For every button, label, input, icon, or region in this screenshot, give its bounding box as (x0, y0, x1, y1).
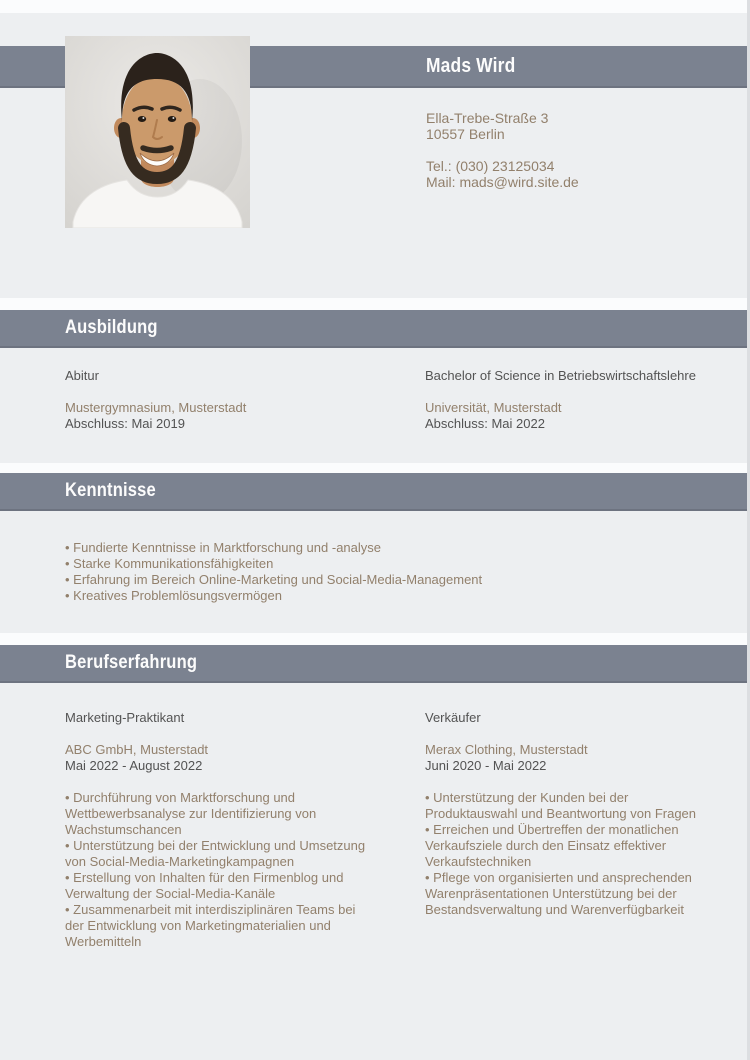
graduation-date: Abschluss: Mai 2022 (425, 416, 545, 431)
duty-item: • Unterstützung der Kunden bei der Produktauswahl und Beantwortung von Fragen (425, 790, 697, 821)
skill-item: • Erfahrung im Bereich Online-Marketing und Social-Media-Management (65, 572, 483, 587)
skills-band (0, 473, 750, 511)
job-title: Marketing-Praktikant (65, 710, 185, 725)
address-line-1: Ella-Trebe-Straße 3 (426, 110, 549, 126)
skills-list (65, 540, 705, 604)
portrait-photo-illustration (65, 36, 250, 228)
experience-title-text: Berufserfahrung (65, 652, 198, 673)
person-name-text: Mads Wird (426, 55, 516, 77)
graduation-date: Abschluss: Mai 2019 (65, 416, 185, 431)
institution: Universität, Musterstadt (425, 400, 562, 415)
duty-item: • Unterstützung bei der Entwicklung und Umsetzung von Social-Media-Marketingkampagnen (65, 838, 366, 869)
employment-period: Mai 2022 - August 2022 (65, 758, 203, 773)
duty-item: • Durchführung von Marktforschung und Wettbewerbsanalyse zur Identifizierung von Wachstumschancen (65, 790, 317, 837)
company: ABC GmbH, Musterstadt (65, 742, 209, 757)
job-duties (425, 790, 723, 918)
experience-entry-praktikant (65, 710, 373, 950)
experience-band (0, 645, 750, 683)
company: Merax Clothing, Musterstadt (425, 742, 588, 757)
skills-title (0, 473, 750, 509)
education-band (0, 310, 750, 348)
education-entry-abitur (65, 368, 395, 432)
duty-item: • Erstellung von Inhalten für den Firmenblog und Verwaltung der Social-Media-Kanäle (65, 870, 344, 901)
education-entry-bachelor (425, 368, 750, 432)
job-duties (65, 790, 373, 950)
job-title: Verkäufer (425, 710, 481, 725)
degree: Abitur (65, 368, 99, 383)
portrait-photo (65, 36, 250, 228)
duty-item: • Zusammenarbeit mit interdisziplinären Teams bei der Entwicklung von Marketingmaterialien und Werbemitteln (65, 902, 356, 949)
email: Mail: mads@wird.site.de (426, 174, 579, 190)
duty-item: • Erreichen und Übertreffen der monatlichen Verkaufsziele durch den Einsatz effektiver Verkaufstechniken (425, 822, 679, 869)
skill-item: • Kreatives Problemlösungsvermögen (65, 588, 282, 603)
address-line-2: 10557 Berlin (426, 126, 505, 142)
institution: Mustergymnasium, Musterstadt (65, 400, 247, 415)
duty-item: • Pflege von organisierten und ansprechenden Warenpräsentationen Unterstützung bei der Bestandsverwaltung und Warenverfügbarkeit (425, 870, 692, 917)
experience-entry-verkaeufer (425, 710, 723, 918)
skill-item: • Fundierte Kenntnisse in Marktforschung und -analyse (65, 540, 381, 555)
education-title (0, 310, 750, 346)
skills-title-text: Kenntnisse (65, 480, 156, 501)
employment-period: Juni 2020 - Mai 2022 (425, 758, 547, 773)
education-title-text: Ausbildung (65, 317, 158, 338)
phone-email (426, 158, 579, 190)
experience-title (0, 645, 750, 681)
degree: Bachelor of Science in Betriebswirtschaftslehre (425, 368, 696, 383)
address (426, 110, 579, 142)
contact-info (426, 110, 579, 190)
phone: Tel.: (030) 23125034 (426, 158, 555, 174)
skill-item: • Starke Kommunikationsfähigkeiten (65, 556, 274, 571)
